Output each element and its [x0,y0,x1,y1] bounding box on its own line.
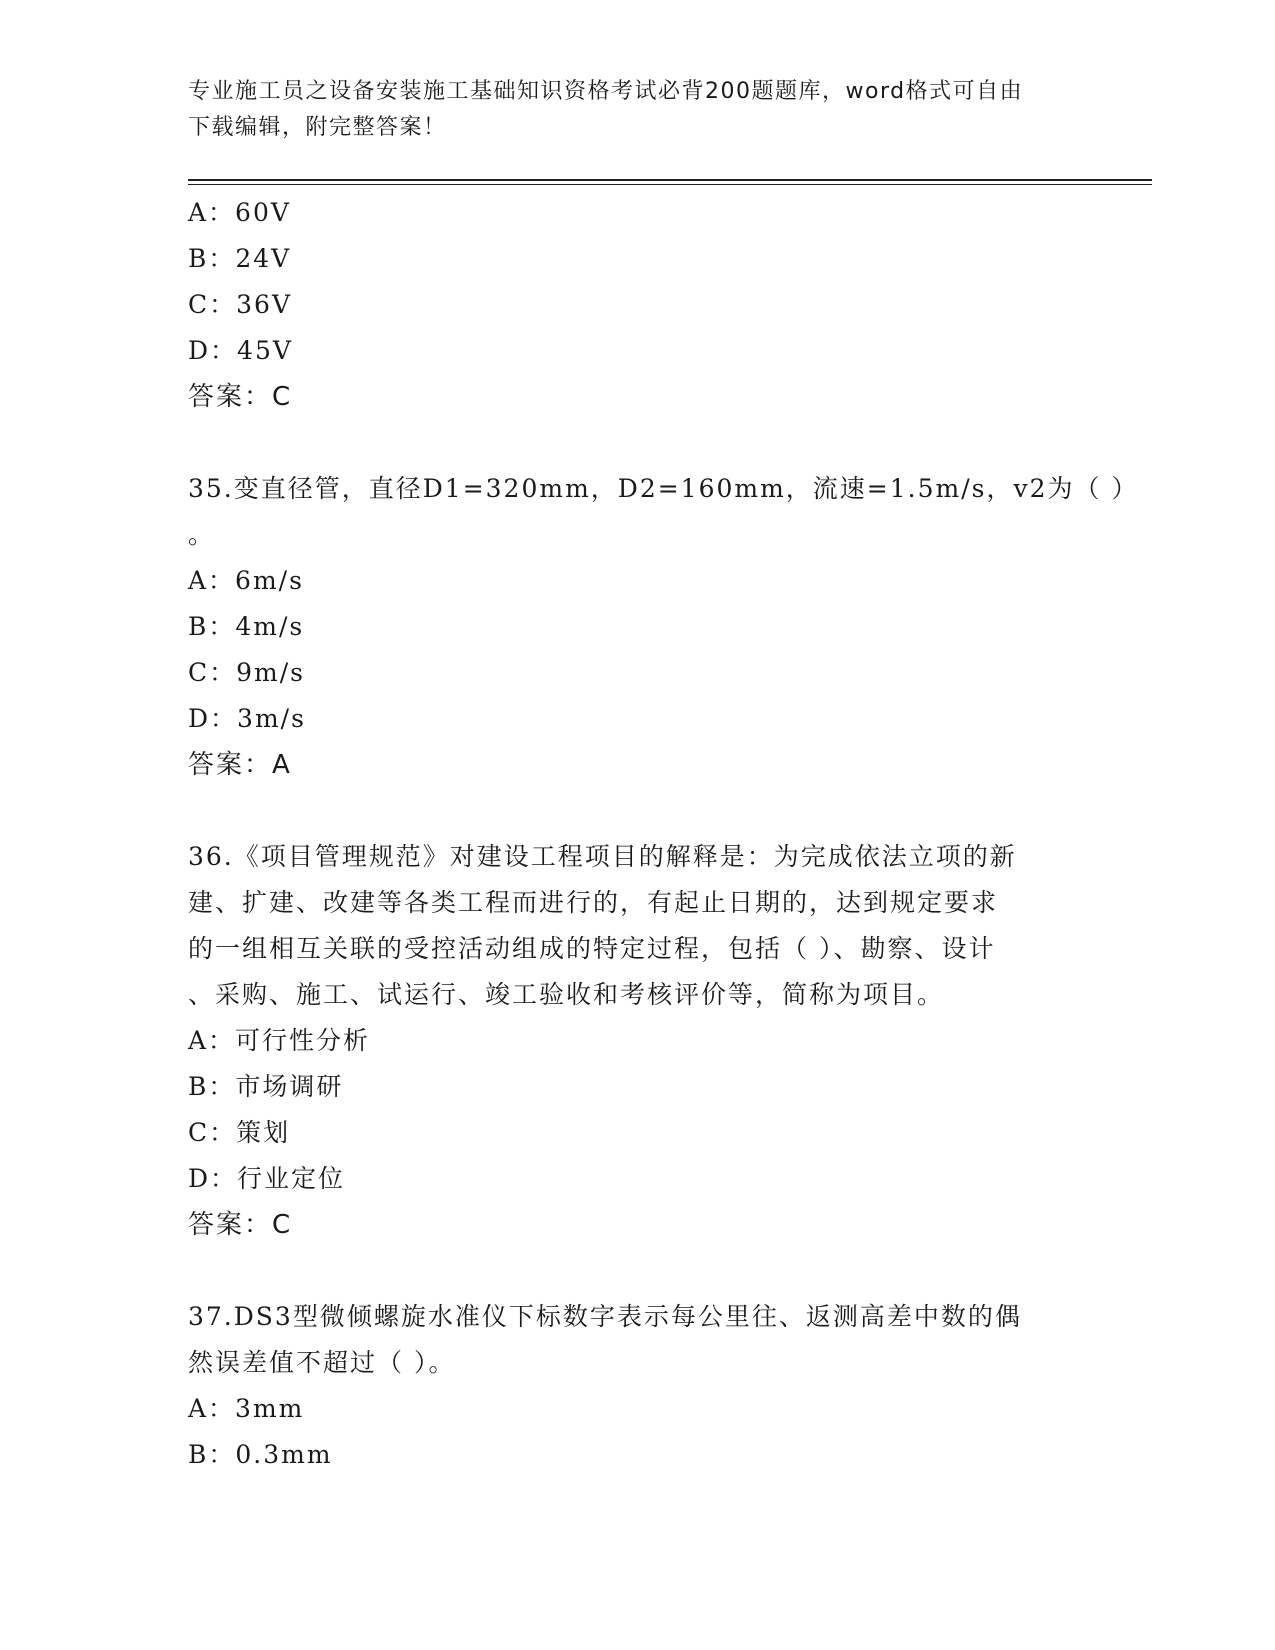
answer-line: 答案：C [188,1210,293,1240]
option-d: D：3m/s [188,704,306,733]
question-text-line: 37.DS3型微倾螺旋水准仪下标数字表示每公里往、返测高差中数的偶 [188,1302,1022,1331]
option-c: C：9m/s [188,658,305,687]
spacer [188,1248,1088,1294]
option-a: A：可行性分析 [188,1026,371,1055]
question-text-line: 、采购、施工、试运行、竣工验收和考核评价等，简称为项目。 [188,980,945,1009]
header-line-1: 专业施工员之设备安装施工基础知识资格考试必背200题题库，word格式可自由 [188,79,1024,104]
option-a: A：3mm [188,1394,305,1423]
question-text-line: 35.变直径管，直径D1=320mm，D2=160mm，流速=1.5m/s，v2为（ ） [188,474,1139,503]
header-divider-thick [188,179,1152,181]
question-content [188,190,1139,1478]
question-text-line: 。 [188,520,216,549]
header-line-2: 下载编辑，附完整答案！ [188,115,447,140]
question-36-block [188,834,1088,1248]
option-c: C：策划 [188,1118,291,1147]
option-c: C：36V [188,290,292,319]
option-b: B：0.3mm [188,1440,333,1469]
header-divider-thin [188,184,1152,185]
question-37-block [188,1294,1088,1478]
question-text-line: 36.《项目管理规范》对建设工程项目的解释是：为完成依法立项的新 [188,842,1017,871]
answer-line: 答案：C [188,382,293,412]
option-d: D：行业定位 [188,1164,346,1193]
question-text-line: 然误差值不超过（ ）。 [188,1348,456,1377]
answer-line: 答案：A [188,750,292,780]
option-d: D：45V [188,336,293,365]
question-text-line: 的一组相互关联的受控活动组成的特定过程，包括（ ）、勘察、设计 [188,934,996,963]
option-a: A：6m/s [188,566,304,595]
option-b: B：市场调研 [188,1072,344,1101]
option-b: B：4m/s [188,612,305,641]
question-text-line: 建、扩建、改建等各类工程而进行的，有起止日期的，达到规定要求 [188,888,999,917]
document-header [188,74,1078,146]
spacer [188,420,1088,466]
option-a: A：60V [188,198,291,227]
spacer [188,788,1088,834]
question-34-block [188,190,1088,420]
option-b: B：24V [188,244,292,273]
question-35-block [188,466,1139,788]
